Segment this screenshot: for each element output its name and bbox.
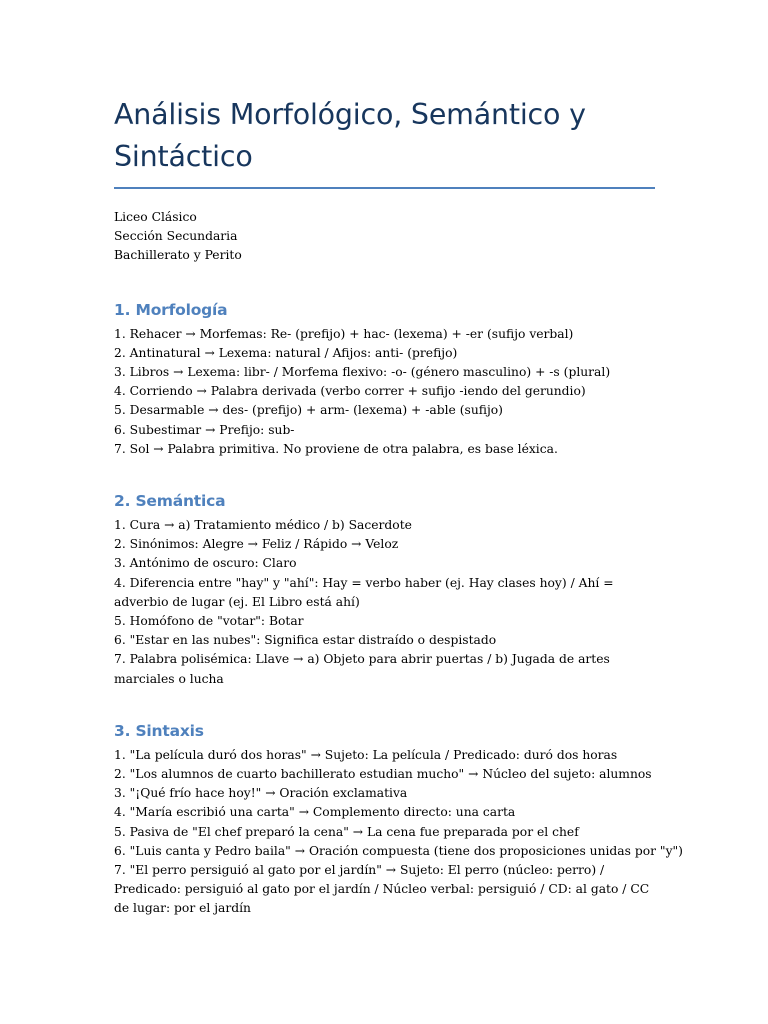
section-morfologia [114,300,655,459]
list-item: 7. Sol → Palabra primitiva. No proviene de otra palabra, es base léxica. [114,441,558,456]
list-item: 4. Diferencia entre "hay" y "ahí": Hay = verbo haber (ej. Hay clases hoy) / Ahí = adverbio de lugar (ej. El Libro está ahí) [114,575,614,609]
list-item: 5. Pasiva de "El chef preparó la cena" → La cena fue preparada por el chef [114,824,579,839]
meta-section: Sección Secundaria [114,229,238,244]
document-page [114,94,683,919]
item-list [114,516,655,689]
list-item: 2. "Los alumnos de cuarto bachillerato estudian mucho" → Núcleo del sujeto: alumnos [114,767,652,782]
meta-school: Liceo Clásico [114,210,197,224]
document-title: Análisis Morfológico, Semántico y Sintáctico [114,98,586,173]
section-heading: 1. Morfología [114,300,228,319]
list-item: 2. Sinónimos: Alegre → Feliz / Rápido → Veloz [114,537,399,552]
list-item: 7. "El perro persiguió al gato por el jardín" → Sujeto: El perro (núcleo: perro) / Predicado: persiguió al gato por el jardín / Núcleo verbal: persiguió / CD: al gato / CC de lugar: por el jardín [114,863,650,916]
section-semantica [114,491,655,689]
list-item: 3. Libros → Lexema: libr- / Morfema flexivo: -o- (género masculino) + -s (plural) [114,365,611,380]
list-item: 2. Antinatural → Lexema: natural / Afijos: anti- (prefijo) [114,345,458,360]
list-item: 3. "¡Qué frío hace hoy!" → Oración exclamativa [114,786,408,801]
section-sintaxis [114,721,683,919]
list-item: 5. Homófono de "votar": Botar [114,614,304,629]
list-item: 7. Palabra polisémica: Llave → a) Objeto para abrir puertas / b) Jugada de artes marciales o lucha [114,652,610,686]
list-item: 5. Desarmable → des- (prefijo) + arm- (lexema) + -able (sufijo) [114,403,503,418]
list-item: 1. "La película duró dos horas" → Sujeto: La película / Predicado: duró dos horas [114,747,618,762]
list-item: 6. "Luis canta y Pedro baila" → Oración compuesta (tiene dos proposiciones unidas por "y") [114,843,683,858]
item-list [114,746,683,919]
list-item: 1. Rehacer → Morfemas: Re- (prefijo) + hac- (lexema) + -er (sufijo verbal) [114,326,574,341]
list-item: 6. "Estar en las nubes": Significa estar distraído o despistado [114,633,497,648]
title-underline [114,187,655,189]
section-heading: 3. Sintaxis [114,721,204,740]
list-item: 3. Antónimo de oscuro: Claro [114,556,297,571]
list-item: 6. Subestimar → Prefijo: sub- [114,422,295,437]
list-item: 1. Cura → a) Tratamiento médico / b) Sacerdote [114,518,412,533]
list-item: 4. Corriendo → Palabra derivada (verbo correr + sufijo -iendo del gerundio) [114,384,586,399]
section-heading: 2. Semántica [114,492,226,511]
list-item: 4. "María escribió una carta" → Complemento directo: una carta [114,805,516,820]
document-meta [114,208,655,266]
item-list [114,325,655,459]
meta-program: Bachillerato y Perito [114,248,242,263]
